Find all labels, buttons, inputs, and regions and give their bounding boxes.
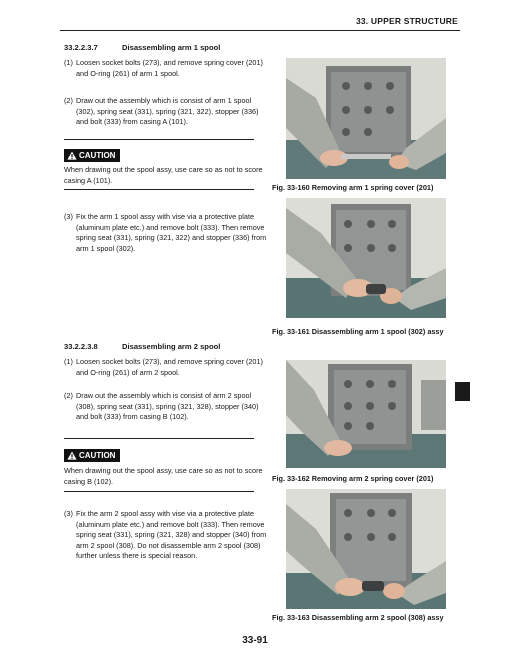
figure-caption: Fig. 33-161 Disassembling arm 1 spool (302) assy [272, 327, 444, 336]
step-item [64, 391, 272, 423]
page-number: 33-91 [242, 635, 268, 646]
step-text: Fix the arm 2 spool assy with vise via a protective plate (aluminum plate etc.) and remove bolt (333). Then remove spring seat (331), spring (321, 328) and stopper (340) from arm 2 spool (308). Do not disassemble arm 2 spool (308) further unless there is special reason. [76, 509, 267, 561]
figure-photo [286, 198, 446, 318]
step-text: Draw out the assembly which is consist of arm 2 spool (308), spring seat (331), spring (321, 328), stopper (340) and bolt (333) from casing B (102). [76, 391, 259, 422]
chapter-side-tab [455, 382, 470, 401]
section-title: Disassembling arm 2 spool [122, 342, 221, 351]
step-item [64, 212, 272, 256]
step-text: Draw out the assembly which is consist of arm 1 spool (302), spring seat (331), spring (321, 322), stopper (336) and bolt (333) from casing A (101). [76, 96, 259, 127]
figure-photo [286, 360, 446, 468]
step-text: Fix the arm 1 spool assy with vise via a protective plate (aluminum plate etc.) and remove bolt (333). Then remove spring seat (331), spring (321, 322) and stopper (336) from arm 1 spool (302). [76, 212, 267, 253]
caution-label: CAUTION [79, 451, 116, 460]
section-title: Disassembling arm 1 spool [122, 43, 221, 52]
figure-caption: Fig. 33-162 Removing arm 2 spring cover (201) [272, 474, 434, 483]
warning-icon [67, 451, 77, 460]
figure-photo [286, 58, 446, 179]
caution-badge [64, 447, 120, 465]
step-item [64, 509, 272, 575]
section-number: 33.2.2.3.7 [64, 43, 98, 52]
caution-bottom-rule [64, 491, 254, 492]
step-number: (3) [64, 212, 73, 221]
step-item [64, 58, 272, 80]
step-number: (1) [64, 357, 73, 366]
section-number: 33.2.2.3.8 [64, 342, 98, 351]
figure-caption: Fig. 33-163 Disassembling arm 2 spool (308) assy [272, 613, 444, 622]
figure-caption: Fig. 33-160 Removing arm 1 spring cover (201) [272, 183, 434, 192]
chapter-title: 33. UPPER STRUCTURE [355, 16, 458, 26]
caution-text: When drawing out the spool assy, use care so as not to score casing B (102). [64, 466, 263, 486]
figure-photo [286, 489, 446, 609]
caution-badge [64, 147, 120, 165]
step-text: Loosen socket bolts (273), and remove spring cover (201) and O-ring (261) of arm 1 spool. [76, 58, 263, 78]
caution-top-rule [64, 438, 254, 439]
caution-label: CAUTION [79, 151, 116, 160]
step-text: Loosen socket bolts (273), and remove spring cover (201) and O-ring (261) of arm 2 spool. [76, 357, 263, 377]
step-number: (3) [64, 509, 73, 518]
step-number: (2) [64, 391, 73, 400]
step-number: (1) [64, 58, 73, 67]
step-number: (2) [64, 96, 73, 105]
caution-bottom-rule [64, 189, 254, 190]
caution-text: When drawing out the spool assy, use care so as not to score casing A (101). [64, 165, 263, 185]
caution-top-rule [64, 139, 254, 140]
header-divider [60, 30, 460, 31]
warning-icon [67, 151, 77, 160]
step-item [64, 357, 272, 379]
step-item [64, 96, 272, 128]
